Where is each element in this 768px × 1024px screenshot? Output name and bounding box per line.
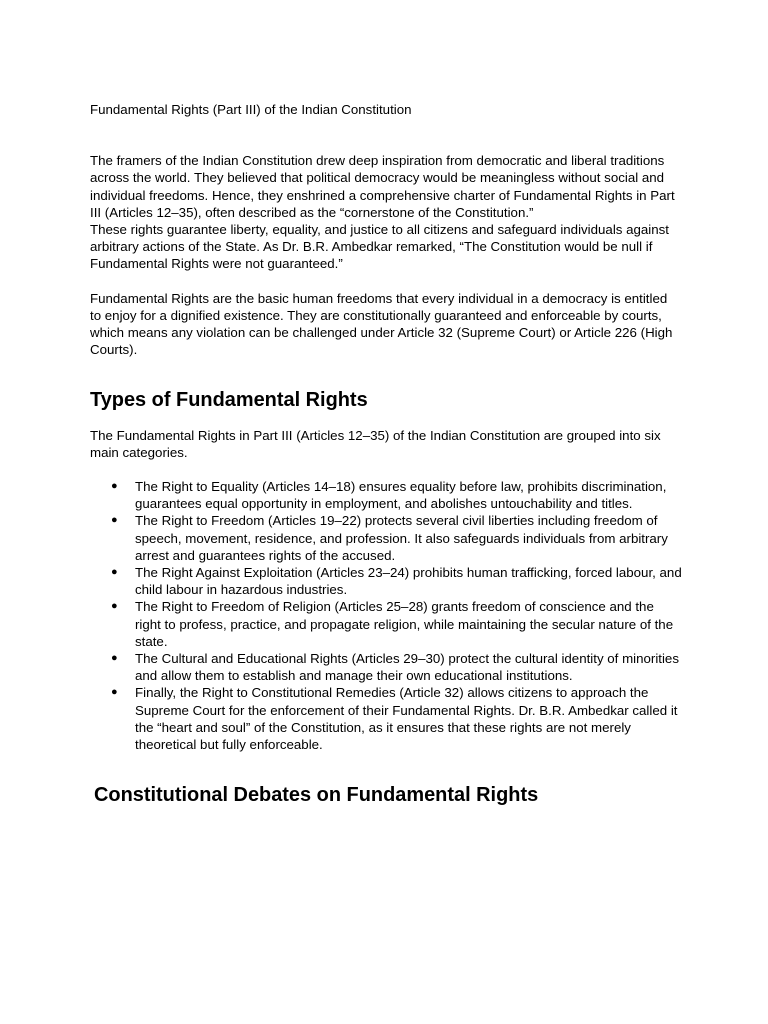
types-heading: Types of Fundamental Rights <box>90 389 368 412</box>
bullet-icon: ● <box>111 566 118 579</box>
bullet-icon: ● <box>111 686 118 699</box>
document-page <box>90 101 682 805</box>
debates-heading: Constitutional Debates on Fundamental Rights <box>94 784 539 807</box>
list-item-text: The Right Against Exploitation (Articles 23–24) prohibits human trafficking, forced labour, and child labour in hazardous industries. <box>135 565 682 598</box>
list-item-text: Finally, the Right to Constitutional Remedies (Article 32) allows citizens to approach the Supreme Court for the enforcement of their Fundamental Rights. Dr. B.R. Ambedkar called it the “heart and soul” of the Constitution, as it ensures that these rights are not merely theoretical but fully enforceable. <box>135 685 678 753</box>
list-item-text: The Right to Freedom of Religion (Articles 25–28) grants freedom of conscience and the right to profess, practice, and propagate religion, while maintaining the secular nature of the state. <box>135 599 674 649</box>
bullet-icon: ● <box>111 514 118 527</box>
bullet-icon: ● <box>111 652 118 665</box>
list-item-text: The Right to Equality (Articles 14–18) ensures equality before law, prohibits discrimination, guarantees equal opportunity in employment, and abolishes untouchability and titles. <box>135 479 667 512</box>
intro-paragraph-1: The framers of the Indian Constitution drew deep inspiration from democratic and liberal traditions across the world. They believed that political democracy would be meaningless without social and individual freedoms. Hence, they enshrined a comprehensive charter of Fundamental Rights in Part III (Articles 12–35), often described as the “cornerstone of the Constitution.” <box>90 153 675 220</box>
rights-list <box>90 478 682 753</box>
list-item <box>111 564 682 598</box>
bullet-icon: ● <box>111 600 118 613</box>
document-title: Fundamental Rights (Part III) of the Indian Constitution <box>90 102 412 117</box>
definition-paragraph: Fundamental Rights are the basic human freedoms that every individual in a democracy is entitled to enjoy for a dignified existence. They are constitutionally guaranteed and enforceable by courts, which means any violation can be challenged under Article 32 (Supreme Court) or Article 226 (High Courts). <box>90 290 673 358</box>
bullet-icon: ● <box>111 480 118 493</box>
list-item-text: The Right to Freedom (Articles 19–22) protects several civil liberties including freedom of speech, movement, residence, and profession. It also safeguards individuals from arbitrary arrest and guarantees rights of the accused. <box>135 513 668 563</box>
list-item <box>111 478 682 512</box>
intro-paragraph-2: These rights guarantee liberty, equality, and justice to all citizens and safeguard individuals against arbitrary actions of the State. As Dr. B.R. Ambedkar remarked, “The Constitution would be null if Fundamental Rights were not guaranteed.” <box>90 222 669 272</box>
list-item <box>111 650 682 684</box>
list-item <box>111 598 682 650</box>
list-item <box>111 512 682 564</box>
list-item <box>111 684 682 753</box>
types-intro-paragraph: The Fundamental Rights in Part III (Articles 12–35) of the Indian Constitution are grouped into six main categories. <box>90 427 661 460</box>
list-item-text: The Cultural and Educational Rights (Articles 29–30) protect the cultural identity of minorities and allow them to establish and manage their own educational institutions. <box>135 651 679 684</box>
